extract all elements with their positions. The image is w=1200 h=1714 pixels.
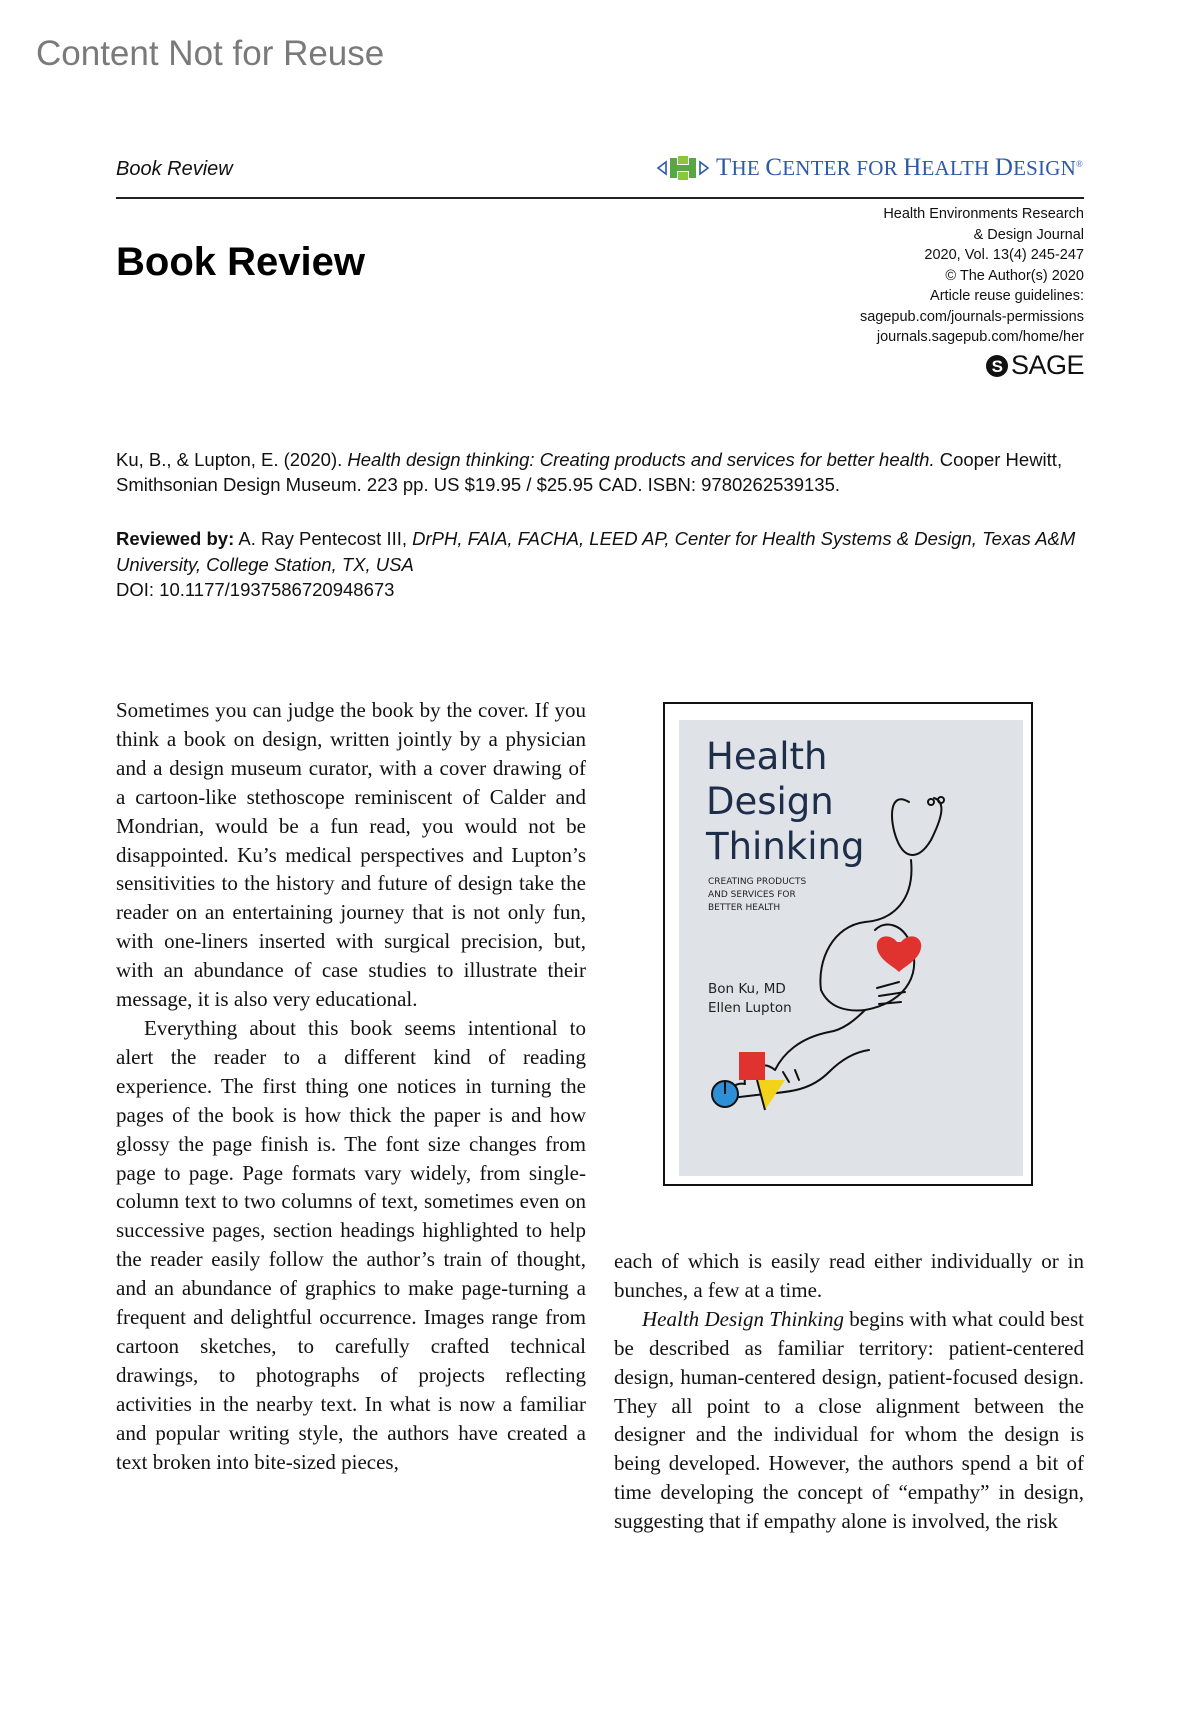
journal-info	[860, 204, 1084, 348]
running-head: Book Review	[116, 158, 233, 180]
book-cover-figure	[663, 702, 1033, 1186]
svg-text:S: S	[991, 356, 1003, 376]
stethoscope-illustration	[679, 720, 1023, 1176]
reviewer-name: A. Ray Pentecost III,	[234, 528, 413, 549]
journal-info-line: & Design Journal	[973, 226, 1084, 243]
body-column-left	[116, 696, 586, 1476]
journal-info-line: Article reuse guidelines:	[930, 288, 1084, 304]
doi[interactable]: DOI: 10.1177/1937586720948673	[116, 579, 395, 600]
cover-authors: Bon Ku, MD Ellen Lupton	[708, 981, 792, 1016]
journal-home-link[interactable]: journals.sagepub.com/home/her	[876, 329, 1084, 345]
reviewer-affiliation: DrPH, FAIA, FACHA, LEED AP, Center for Health Systems & Design, Texas A&M University, College Station, TX, USA	[116, 528, 1076, 575]
cover-subtitle: CREATING PRODUCTS AND SERVICES FOR BETTER HEALTH	[708, 877, 807, 913]
book-title-inline: Health Design Thinking	[642, 1306, 844, 1331]
header-rule	[116, 197, 1084, 199]
chd-logo-icon	[656, 155, 710, 181]
page-title: Book Review	[116, 240, 365, 284]
body-column-right	[614, 1247, 1084, 1536]
reviewer-block	[116, 526, 1086, 603]
paragraph: Everything about this book seems intentional to alert the reader to a different kind of reading experience. The first thing one notices in turning the pages of the book is how thick the paper is and how glossy the page finish is. The font size changes from page to page. Page formats vary widely, from single-column text to two columns of text, sometimes even on successive pages, section headings highlighted to help the reader easily follow the author’s train of thought, and an abundance of graphics to make page-turning a frequent and delightful occurrence. Images range from cartoon sketches, to carefully crafted technical drawings, to photographs of projects reflecting activities in the nearby text. In what is now a familiar and popular writing style, the authors have created a text broken into bite-sized pieces,	[116, 1015, 586, 1474]
chd-logo-text: THE CENTER FOR HEALTH DESIGN®	[716, 154, 1083, 181]
sage-logo: S SAGE	[985, 350, 1084, 381]
paragraph: Sometimes you can judge the book by the cover. If you think a book on design, written jointly by a physician and a design museum curator, with a cover drawing of a cartoon-like stethoscope reminiscent of Calder and Mondrian, would be a fun read, you would not be disappointed. Ku’s medical perspectives and Lupton’s sensitivities to the history and future of design take the reader on an entertaining journey that is not only fun, with one-liners inserted with surgical precision, but, with an abundance of case studies to illustrate their message, it is also very educational.	[116, 698, 586, 1012]
book-cover	[679, 720, 1023, 1176]
book-citation: Ku, B., & Lupton, E. (2020). Health design thinking: Creating products and services for better health. Cooper Hewitt, Smithsonian Design Museum. 223 pp. US $19.95 / $25.95 CAD. ISBN: 9780262539135.	[116, 449, 1063, 495]
permissions-link[interactable]: sagepub.com/journals-permissions	[859, 308, 1084, 325]
journal-info-line: © The Author(s) 2020	[945, 267, 1084, 284]
journal-info-line: 2020, Vol. 13(4) 245-247	[924, 247, 1084, 263]
journal-info-line: Health Environments Research	[883, 206, 1084, 222]
watermark: Content Not for Reuse	[36, 34, 385, 73]
paragraph: each of which is easily read either individually or in bunches, a few at a time.	[614, 1249, 1084, 1302]
sage-logo-icon	[985, 354, 1009, 378]
cover-title: Health Design Thinking	[706, 735, 865, 868]
center-for-health-design-logo	[656, 154, 1083, 182]
paragraph: Health Design Thinking begins with what could best be described as familiar territory: patient-centered design, human-centered design, patient-focused design. They all point to a close alignment between the designer and the individual for whom the design is being developed. However, the authors spend a bit of time developing the concept of “empathy” in design, suggesting that if empathy alone is involved, the risk	[614, 1306, 1084, 1534]
reviewer-label: Reviewed by:	[116, 528, 235, 549]
